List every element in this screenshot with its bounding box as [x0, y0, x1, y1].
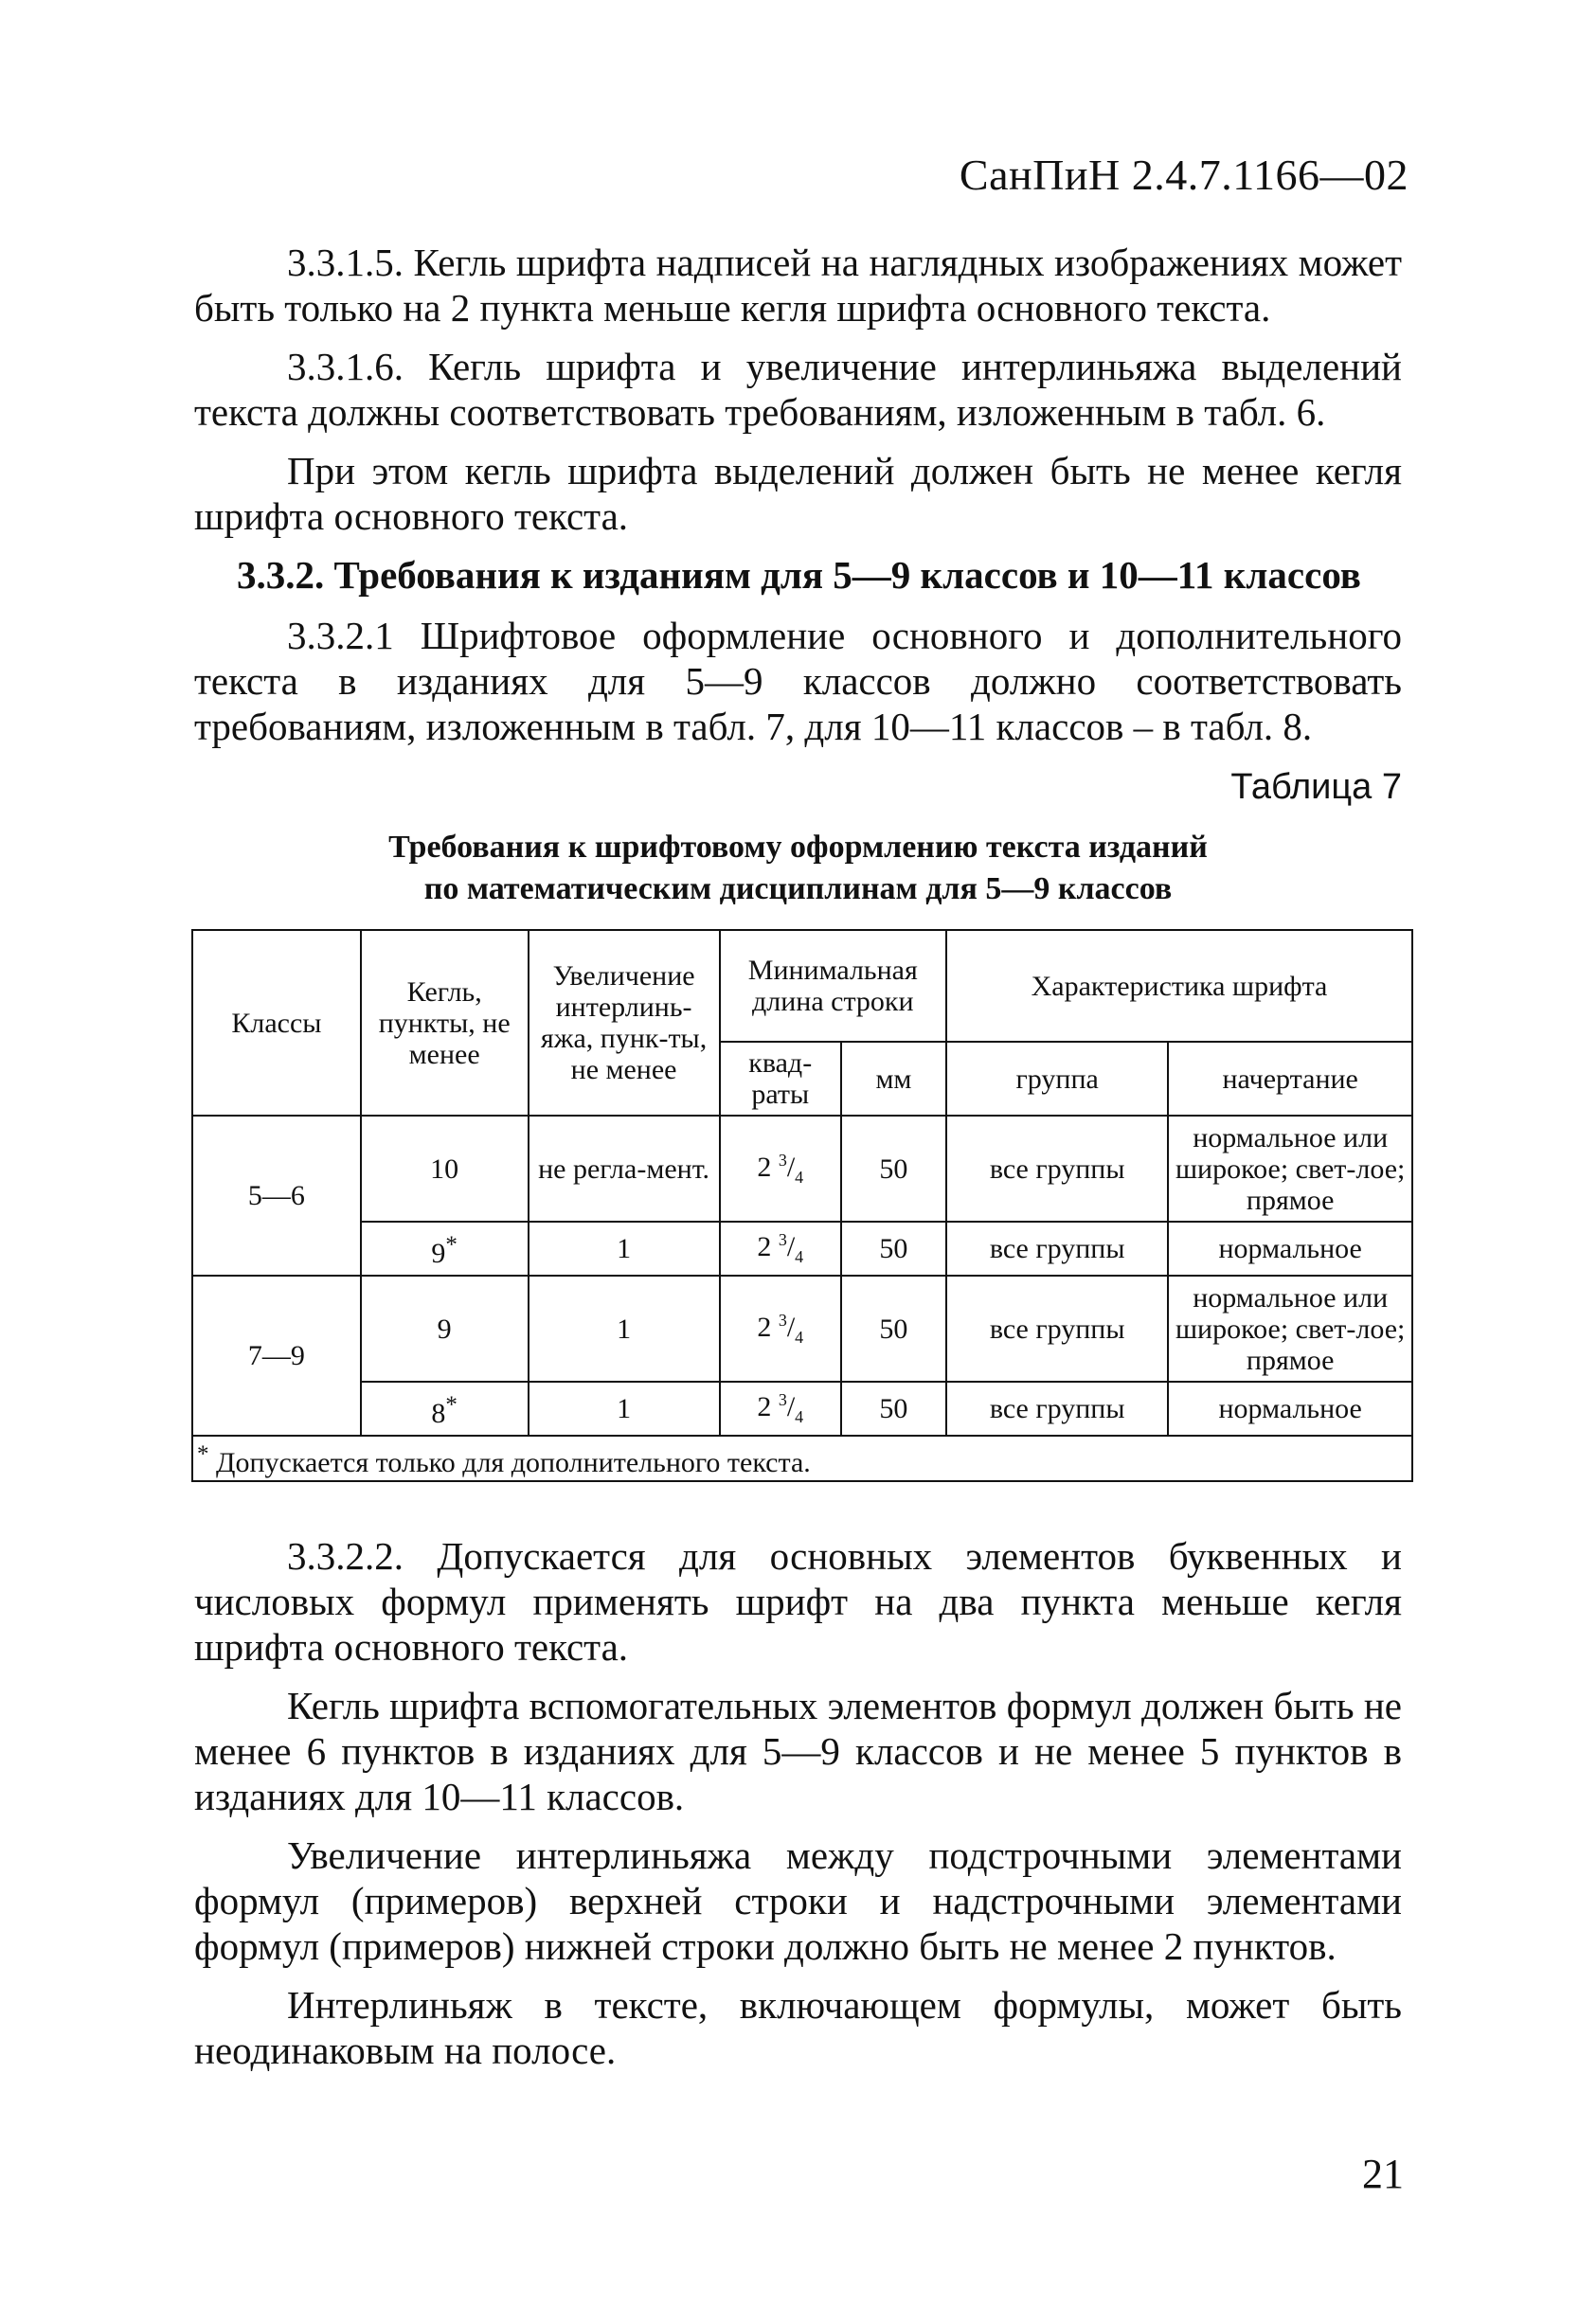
table-caption: [194, 827, 1402, 910]
table-row: [192, 1276, 1412, 1382]
cell-font-group: все группы: [946, 1382, 1168, 1436]
cell-quads: [720, 1222, 841, 1276]
header-font-group: группа: [946, 1042, 1168, 1116]
cell-interline: 1: [529, 1222, 720, 1276]
quads-fraction: 2 $^3/_4$: [757, 1150, 804, 1187]
cell-font-group: все группы: [946, 1276, 1168, 1382]
cell-interline: 1: [529, 1382, 720, 1436]
cell-mm: 50: [841, 1382, 946, 1436]
quads-fraction: 2 $^3/_4$: [757, 1390, 804, 1426]
cell-mm: 50: [841, 1116, 946, 1222]
cell-font-group: все группы: [946, 1116, 1168, 1222]
paragraph-3-3-1-6: 3.3.1.6. Кегль шрифта и увеличение интерлиньяжа выделений текста должны соответствовать требованиям, изложенным в табл. 6.: [194, 345, 1402, 434]
table-header-row-1: [192, 930, 1412, 1042]
header-interline: Увеличение интерлинь-яжа, пунк-ты, не менее: [529, 930, 720, 1116]
table-label: Таблица 7: [1230, 767, 1402, 807]
paragraph-interline-increase: Увеличение интерлиньяжа между подстрочными элементами формул (примеров) верхней строки и надстрочными элементами формул (примеров) нижней строки должно быть не менее 2 пунктов.: [194, 1833, 1402, 1968]
cell-mm: 50: [841, 1276, 946, 1382]
cell-interline: 1: [529, 1276, 720, 1382]
cell-mm: 50: [841, 1222, 946, 1276]
header-classes: Классы: [192, 930, 361, 1116]
table-row: [192, 1382, 1412, 1436]
cell-quads: [720, 1276, 841, 1382]
table-caption-line-2: по математическим дисциплинам для 5—9 классов: [423, 871, 1173, 906]
cell-font-style: нормальное: [1168, 1382, 1412, 1436]
text-after-table: [194, 1533, 1402, 2073]
paragraph-interline-formulas: Интерлиньяж в тексте, включающем формулы, может быть неодинаковым на полосе.: [194, 1983, 1402, 2072]
cell-quads: [720, 1116, 841, 1222]
cell-font-style: нормальное или широкое; свет-лое; прямое: [1168, 1116, 1412, 1222]
cell-kegl: 10: [361, 1116, 529, 1222]
cell-quads: [720, 1382, 841, 1436]
section-heading-3-3-2: 3.3.2. Требования к изданиям для 5—9 классов и 10—11 классов: [237, 553, 1361, 597]
paragraph-3-3-1-5: 3.3.1.5. Кегль шрифта надписей на наглядных изображениях может быть только на 2 пункта меньше кегля шрифта основного текста.: [194, 241, 1402, 330]
table-caption-line-1: Требования к шрифтовому оформлению текста изданий: [388, 830, 1208, 865]
page-number: 21: [1362, 2151, 1404, 2197]
paragraph-3-3-2-2: 3.3.2.2. Допускается для основных элементов буквенных и числовых формул применять шрифт на два пункта меньше кегля шрифта основного текста.: [194, 1534, 1402, 1669]
cell-interline: не регла-мент.: [529, 1116, 720, 1222]
cell-classes: 5—6: [192, 1116, 361, 1276]
paragraph-3-3-2-1: 3.3.2.1 Шрифтовое оформление основного и дополнительного текста в изданиях для 5—9 классов должно соответствовать требованиям, изложенным в табл. 7, для 10—11 классов – в табл. 8.: [194, 614, 1402, 748]
running-header: СанПиН 2.4.7.1166—02: [959, 151, 1409, 199]
cell-font-style: нормальное или широкое; свет-лое; прямое: [1168, 1276, 1412, 1382]
table-footnote: * Допускается только для дополнительного текста.: [192, 1436, 1412, 1481]
quads-fraction: 2 $^3/_4$: [757, 1230, 804, 1266]
table-row: [192, 1116, 1412, 1222]
header-font-characteristics: Характеристика шрифта: [946, 930, 1412, 1042]
header-kegl: Кегль, пункты, не менее: [361, 930, 529, 1116]
header-quads: квад-раты: [720, 1042, 841, 1116]
paragraph-aux-elements: Кегль шрифта вспомогательных элементов формул должен быть не менее 6 пунктов в изданиях для 5—9 классов и не менее 5 пунктов в изданиях для 10—11 классов.: [194, 1684, 1402, 1818]
cell-font-group: все группы: [946, 1222, 1168, 1276]
page-body: [194, 240, 1406, 2086]
font-requirements-table: [191, 929, 1413, 1482]
header-mm: мм: [841, 1042, 946, 1116]
cell-kegl: 8*: [361, 1382, 529, 1436]
cell-classes: 7—9: [192, 1276, 361, 1436]
table-footnote-row: [192, 1436, 1412, 1481]
cell-font-style: нормальное: [1168, 1222, 1412, 1276]
header-min-length: Минимальная длина строки: [720, 930, 946, 1042]
cell-kegl: 9: [361, 1276, 529, 1382]
header-font-style: начертание: [1168, 1042, 1412, 1116]
table-row: [192, 1222, 1412, 1276]
quads-fraction: 2 $^3/_4$: [757, 1310, 804, 1347]
cell-kegl: 9*: [361, 1222, 529, 1276]
paragraph-highlight-kegl: При этом кегль шрифта выделений должен быть не менее кегля шрифта основного текста.: [194, 449, 1402, 538]
